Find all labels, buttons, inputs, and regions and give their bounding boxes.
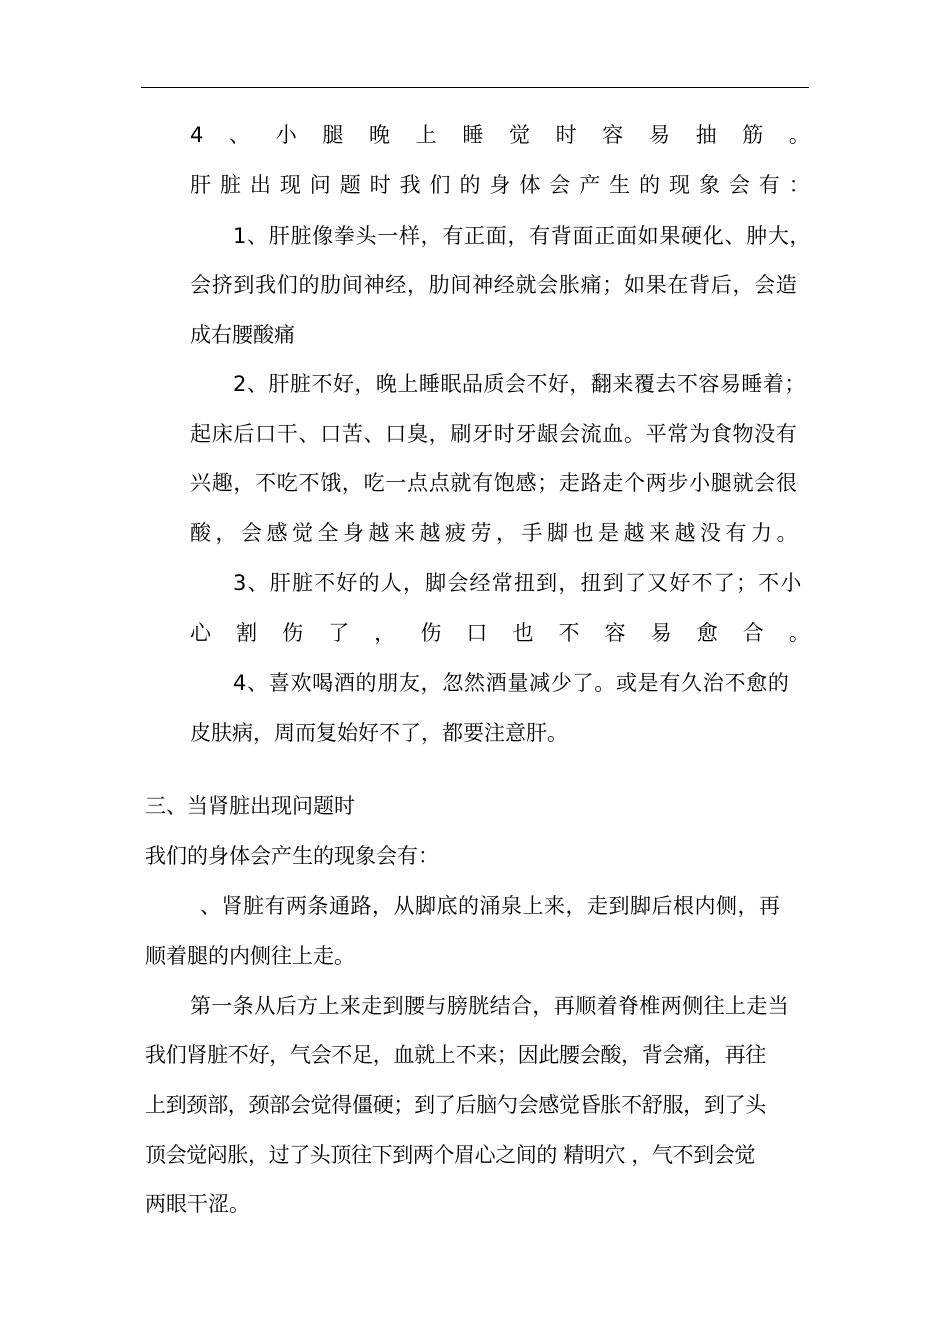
text-char: 时 — [369, 173, 391, 197]
text-char: 体 — [519, 173, 541, 197]
text-char: 腿 — [322, 123, 344, 147]
text-char: 割 — [236, 621, 258, 645]
text-char: 抽 — [695, 123, 717, 147]
text-char: 上 — [415, 123, 437, 147]
text-char: 觉 — [508, 123, 530, 147]
text-char: 们 — [429, 173, 451, 197]
text-char: 睡 — [462, 123, 484, 147]
text-char: 伤 — [420, 621, 442, 645]
text-char: 心 — [190, 621, 211, 645]
kidney-para-1-line-2: 顺着腿的内侧往上走。 — [145, 944, 355, 968]
liver-item-3-line-2 — [190, 619, 810, 647]
liver-item-2-line-4: 酸，会感觉全身越来越疲劳，手脚也是越来越没有力。 — [190, 521, 802, 545]
text-char: 题 — [339, 173, 361, 197]
text-char: 会 — [549, 173, 571, 197]
text-char: ， — [374, 621, 396, 645]
text-char: 身 — [489, 173, 511, 197]
kidney-para-2-line-4: 顶会觉闷胀，过了头顶往下到两个眉心之间的 精明穴 ，气不到会觉 — [145, 1143, 755, 1167]
liver-item-3-line-1: 3、肝脏不好的人，脚会经常扭到，扭到了又好不了；不小 — [233, 571, 803, 595]
text-char: 。 — [788, 621, 810, 645]
text-char: 我 — [399, 173, 421, 197]
text-char: 时 — [555, 123, 577, 147]
text-char: 小 — [275, 123, 297, 147]
text-char: 有 — [758, 173, 780, 197]
liver-intro-line — [190, 171, 810, 199]
text-char: 易 — [648, 123, 670, 147]
text-char: 4 — [190, 123, 204, 147]
symptom-4-line — [190, 121, 810, 149]
text-char: ： — [788, 173, 810, 197]
kidney-para-2-line-1: 第一条从后方上来走到腰与膀胱结合，再顺着脊椎两侧往上走当 — [190, 994, 790, 1018]
text-char: 不 — [558, 621, 580, 645]
text-char: 愈 — [696, 621, 718, 645]
text-char: 伤 — [282, 621, 304, 645]
kidney-para-1-line-1: 、肾脏有两条通路，从脚底的涌泉上来，走到脚后根内侧，再 — [200, 894, 781, 918]
liver-item-1-line-1: 1、肝脏像拳头一样，有正面，有背面正面如果硬化、肿大， — [233, 224, 812, 248]
kidney-para-2-line-3: 上到颈部，颈部会觉得僵硬；到了后脑勺会感觉昏胀不舒服，到了头 — [145, 1093, 766, 1117]
text-char: 生 — [609, 173, 631, 197]
text-char: 了 — [328, 621, 350, 645]
text-char: 也 — [512, 621, 534, 645]
text-char: 象 — [698, 173, 720, 197]
liver-item-4-line-1: 4、喜欢喝酒的朋友，忽然酒量减少了。或是有久治不愈的 — [233, 671, 790, 695]
text-char: 的 — [459, 173, 481, 197]
text-char: 产 — [579, 173, 601, 197]
text-char: 脏 — [219, 173, 241, 197]
text-char: 肝 — [190, 173, 211, 197]
liver-item-2-line-1: 2、肝脏不好，晚上睡眠品质会不好，翻来覆去不容易睡着； — [233, 372, 806, 396]
text-char: 容 — [604, 621, 626, 645]
text-char: 。 — [788, 123, 810, 147]
header-rule — [141, 87, 809, 88]
liver-item-1-line-2: 会挤到我们的肋间神经，肋间神经就会胀痛；如果在背后，会造 — [190, 273, 798, 297]
text-char: 晚 — [369, 123, 390, 147]
liver-item-1-line-3: 成右腰酸痛 — [190, 323, 295, 347]
text-char: 口 — [466, 621, 488, 645]
text-char: 、 — [229, 123, 251, 147]
text-char: 会 — [728, 173, 750, 197]
text-char: 问 — [309, 173, 331, 197]
text-char: 合 — [742, 621, 764, 645]
text-char: 现 — [669, 173, 690, 197]
kidney-para-2-line-5: 两眼干涩。 — [145, 1192, 250, 1216]
section-3-intro: 我们的身体会产生的现象会有： — [145, 844, 439, 868]
liver-item-2-line-2: 起床后口干、口苦、口臭，刷牙时牙龈会流血。平常为食物没有 — [190, 422, 798, 446]
text-char: 容 — [602, 123, 624, 147]
text-char: 的 — [639, 173, 661, 197]
text-char: 筋 — [742, 123, 764, 147]
section-3-heading: 三、当肾脏出现问题时 — [145, 794, 355, 818]
liver-item-2-line-3: 兴趣，不吃不饿，吃一点点就有饱感；走路走个两步小腿就会很 — [190, 471, 798, 495]
kidney-para-2-line-2: 我们肾脏不好，气会不足，血就上不来；因此腰会酸，背会痛，再往 — [145, 1043, 766, 1067]
liver-item-4-line-2: 皮肤病，周而复始好不了，都要注意肝。 — [190, 721, 568, 745]
text-char: 现 — [279, 173, 301, 197]
text-char: 出 — [249, 173, 271, 197]
text-char: 易 — [650, 621, 672, 645]
